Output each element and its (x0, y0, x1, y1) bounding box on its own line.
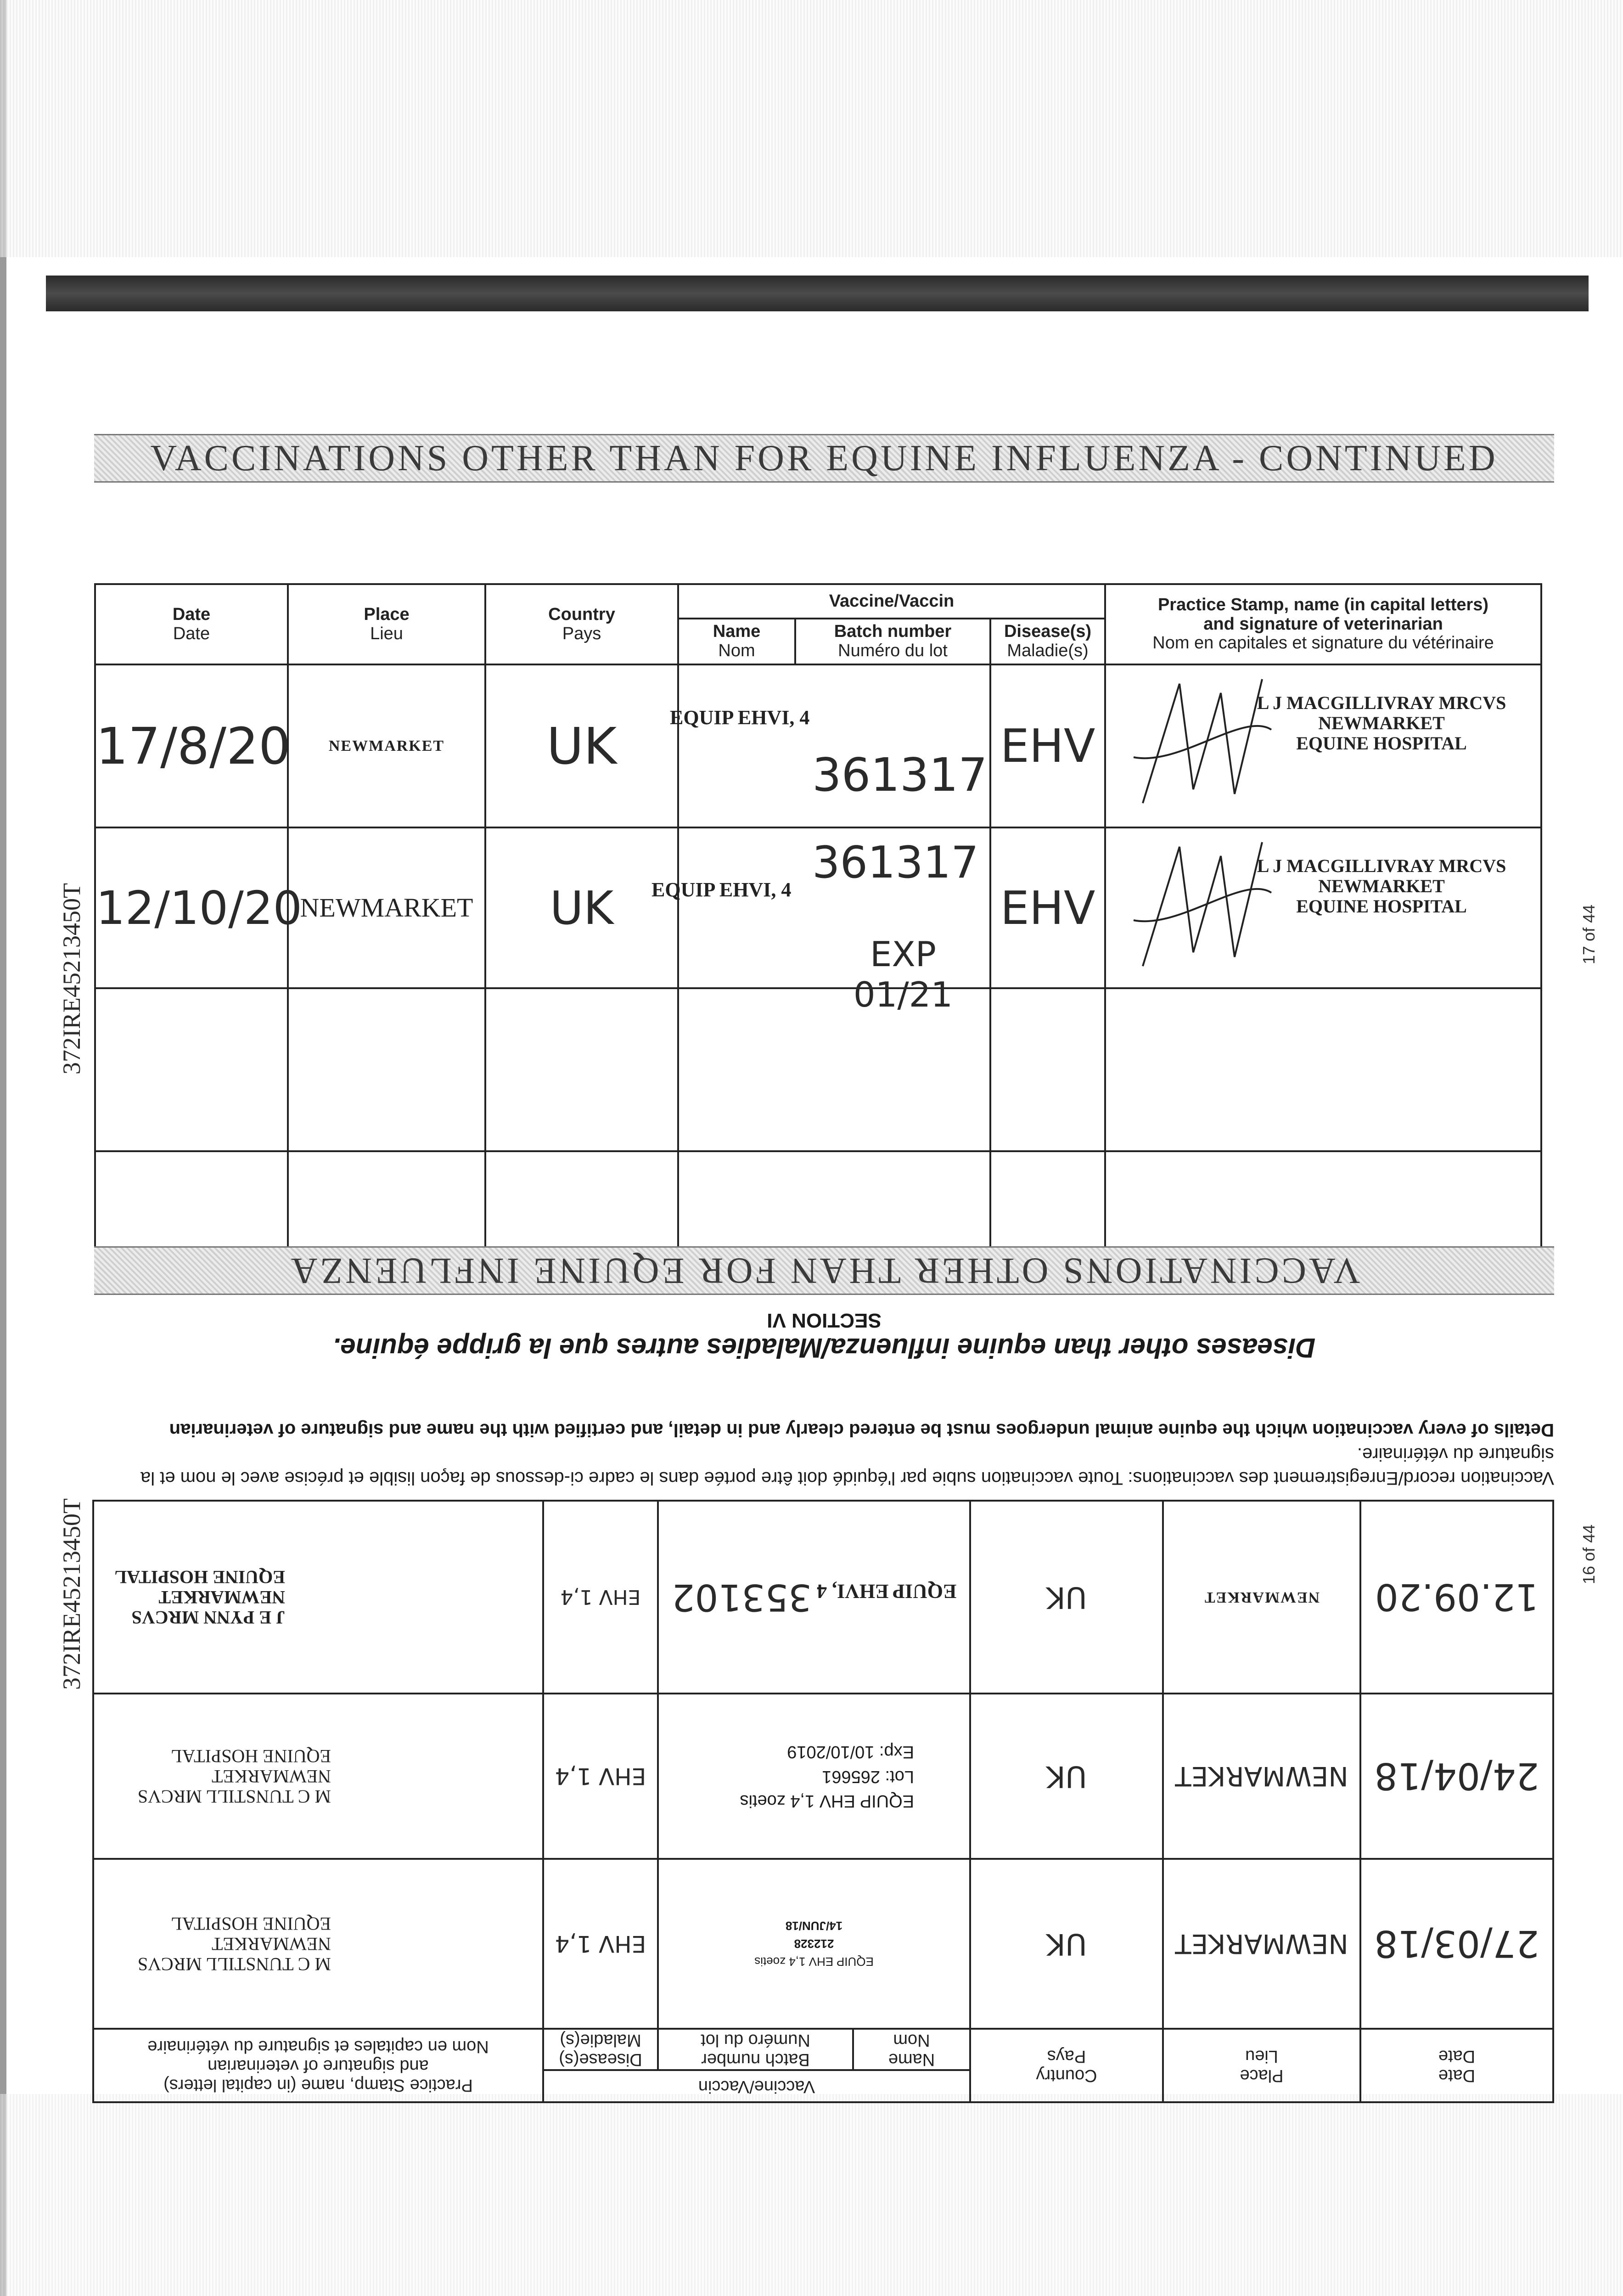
vaccine-cell: EQUIP EHVI, 4 353102 (658, 1501, 970, 1694)
upper-banner-title: VACCINATIONS OTHER THAN FOR EQUINE INFLUENZA - CONTINUED (150, 438, 1498, 478)
table-row (93, 1694, 1553, 1859)
col-batch-header: Batch number Numéro du lot (658, 2029, 853, 2070)
country-cell: UK (485, 664, 678, 827)
place-cell: NEWMARKET (1163, 1694, 1360, 1859)
lower-page-upside-down (94, 1249, 1554, 2103)
section-label: SECTION VI (767, 1309, 882, 1332)
disease-cell: EHV 1,4 (543, 1501, 658, 1694)
intro-english: Details of every vaccination which the equine animal undergoes must be entered clearly and in detail, and certified with the name and signature of veterinarian (169, 1420, 1554, 1440)
practice-stamp-cell: M C TUNSTILL MRCVS NEWMARKET EQUINE HOSPITAL (93, 1859, 543, 2029)
col-vaccine-header: Vaccine/Vaccin (678, 584, 1105, 619)
col-name-header: Name Nom (853, 2029, 970, 2070)
section-title: Diseases other than equine influenza/Maladies autres que la grippe équine. (332, 1333, 1316, 1363)
country-cell: UK (970, 1859, 1163, 2029)
lower-banner (94, 1246, 1554, 1295)
practice-stamp-cell: L J MACGILLIVRAY MRCVS NEWMARKET EQUINE HOSPITAL (1105, 827, 1541, 988)
country-cell: UK (485, 827, 678, 988)
place-cell: NEWMARKET (1163, 1859, 1360, 2029)
col-country-header: Country Pays (970, 2029, 1163, 2102)
page-number-lower: 16 of 44 (1579, 1524, 1598, 1584)
table-row (93, 1501, 1553, 1694)
page-number-upper: 17 of 44 (1579, 904, 1598, 964)
side-id-upper: 372IRE45213450T (58, 883, 85, 1075)
country-cell: UK (970, 1694, 1163, 1859)
table-row (93, 1859, 1553, 2029)
vaccine-cell: EQUIP EHVI, 4 361317 EXP 01/21 (678, 827, 990, 988)
date-cell: 17/8/20 (95, 664, 288, 827)
intro-french: Vaccination record/Enregistrement des vaccinations: Toute vaccination subie par l'équidé doit être portée dans le cadre ci-dessous de façon lisible et précise avec le nom et la signature du vétérinaire. (140, 1444, 1554, 1488)
vaccine-sticker: EQUIP EHV 1,4 zoetis 212328 14/JUN/18 (754, 1919, 874, 1969)
lower-banner-title: VACCINATIONS OTHER THAN FOR EQUINE INFLUENZA (288, 1250, 1360, 1291)
disease-cell: EHV (990, 664, 1105, 827)
vaccine-cell: EQUIP EHVI, 4 361317 (678, 664, 990, 827)
country-cell: UK (970, 1501, 1163, 1694)
col-country-header: Country Pays (485, 584, 678, 664)
upper-vaccination-table (94, 583, 1542, 1251)
table-row (95, 664, 1541, 827)
date-cell: 12/10/20 (95, 827, 288, 988)
vaccine-sticker: EQUIP EHV 1,4 zoetis Lot: 265661 Exp: 10/10/2019 (740, 1742, 914, 1811)
col-disease-header: Disease(s) Maladie(s) (990, 619, 1105, 664)
place-cell: NEWMARKET (288, 827, 485, 988)
lower-vaccination-table (92, 1500, 1554, 2103)
practice-stamp-cell: L J MACGILLIVRAY MRCVS NEWMARKET EQUINE HOSPITAL (1105, 664, 1541, 827)
col-place-header: Place Lieu (288, 584, 485, 664)
practice-stamp-cell: J E PYNN MRCVS NEWMARKET EQUINE HOSPITAL (93, 1501, 543, 1694)
col-date-header: Date Date (1360, 2029, 1553, 2102)
practice-stamp-cell: M C TUNSTILL MRCVS NEWMARKET EQUINE HOSPITAL (93, 1694, 543, 1859)
table-row (95, 827, 1541, 988)
scan-noise-bottom (0, 2094, 1623, 2296)
col-date-header: Date Date (95, 584, 288, 664)
vaccine-label-cell (658, 1859, 970, 2029)
col-disease-header: Disease(s) Maladie(s) (543, 2029, 658, 2070)
col-batch-header: Batch number Numéro du lot (795, 619, 990, 664)
place-cell: NEWMARKET (1163, 1501, 1360, 1694)
disease-cell: EHV 1,4 (543, 1859, 658, 2029)
passport-fold-bar (46, 276, 1589, 311)
col-place-header: Place Lieu (1163, 2029, 1360, 2102)
date-cell: 27/03/18 (1360, 1859, 1553, 2029)
date-cell: 24/04/18 (1360, 1694, 1553, 1859)
col-practice-header: Practice Stamp, name (in capital letters) and signature of veterinarian Nom en capitales et signature du vétérinaire (1105, 584, 1541, 664)
col-practice-header: Practice Stamp, name (in capital letters) and signature of veterinarian Nom en capitales et signature du vétérinaire (93, 2029, 543, 2102)
date-cell: 12.09.20 (1360, 1501, 1553, 1694)
disease-cell: EHV (990, 827, 1105, 988)
col-name-header: Name Nom (678, 619, 795, 664)
page-edge-shadow (0, 0, 6, 2296)
empty-row (95, 1151, 1541, 1250)
disease-cell: EHV 1,4 (543, 1694, 658, 1859)
col-vaccine-header: Vaccine/Vaccin (543, 2070, 970, 2102)
vaccine-label-cell (658, 1694, 970, 1859)
place-cell: NEWMARKET (288, 664, 485, 827)
side-id-lower: 372IRE45213450T (58, 1498, 85, 1690)
upper-banner (94, 434, 1554, 483)
scan-noise-top (0, 0, 1623, 257)
